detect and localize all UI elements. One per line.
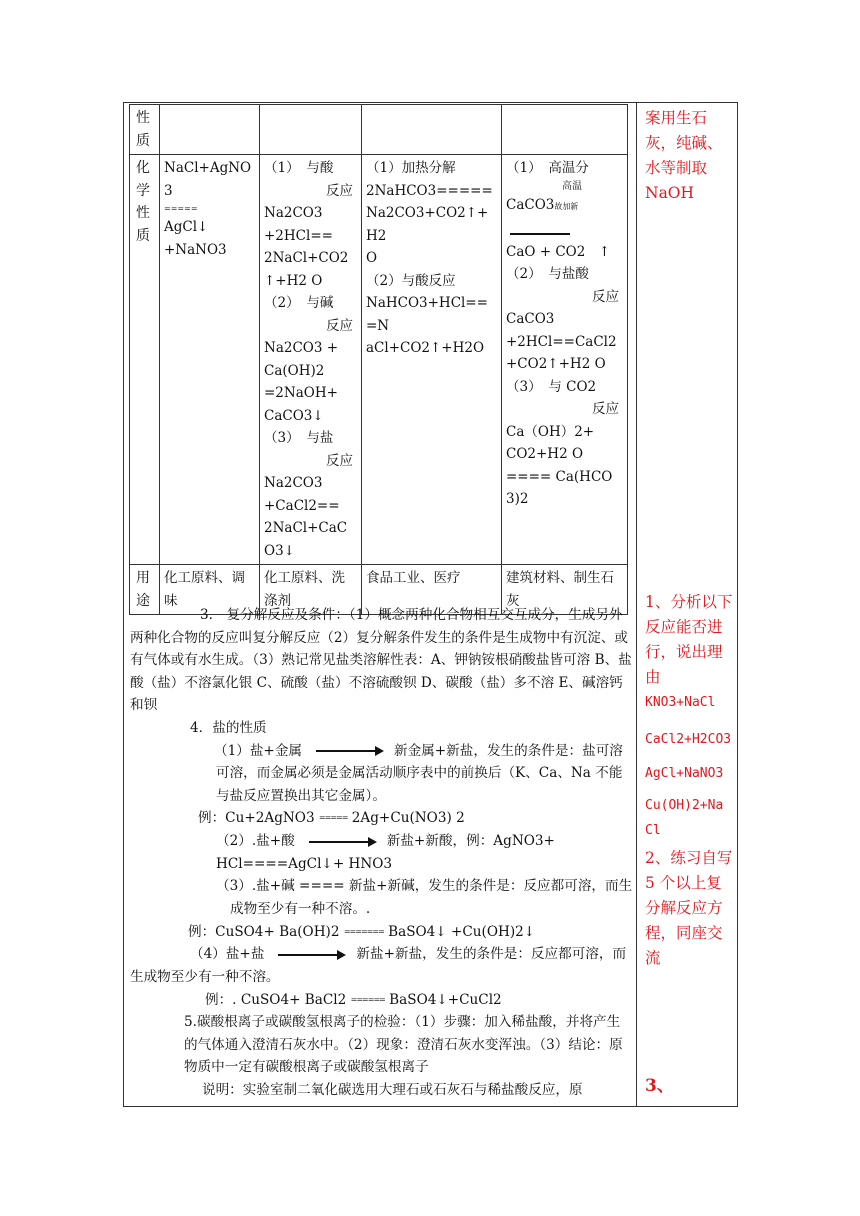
cell-line: NaHCO3+HCl===N	[366, 295, 488, 334]
paragraph-double-decomposition: 3. 复分解反应及条件：（1）概念两种化合物相互交互成分，生成另外两种化合物的反应叫复分解反应（2）复分解条件发生的条件是生成物中有沉淀、或有气体或有水生成。（3）熟记常见盐类溶解性表：A、钾钠铵根硝酸盐皆可溶 B、盐酸（盐）不溶氯化银 C、硫酸（盐）不溶硫酸钡 D、碳酸（盐）多不溶 E、碱溶钙和钡	[130, 607, 632, 714]
cell-line: （3） 与 CO2	[506, 378, 597, 395]
cell-line: Na2CO3+CO2↑+H2	[366, 205, 489, 244]
caco3-formula: CaCO3	[506, 196, 555, 213]
cell-line: =2NaOH+	[264, 385, 338, 401]
cell-line: （3） 与盐	[264, 430, 334, 446]
cell-line: Na2CO3	[264, 205, 323, 221]
paragraph-carbonate-test: 5.碳酸根离子或碳酸氢根离子的检验：（1）步骤：加入稀盐酸，并将产生的气体通入澄清石灰水中。（2）现象：澄清石灰水变浑浊。（3）结论：原物质中一定有碳酸根离子或碳酸氢根离子	[184, 1014, 623, 1076]
cell-line: +NaNO3	[164, 241, 227, 258]
paragraph-salt-metal	[130, 740, 633, 808]
salt-properties-table	[129, 104, 628, 615]
salt-metal-label: （1）盐+金属	[214, 742, 303, 759]
cell-line: CaO + CO2 ↑	[506, 243, 611, 260]
paragraph-salt-base: （3）.盐+碱 ==== 新盐+新碱，发生的条件是：反应都可溶，而生成物至少有一种不溶。.	[216, 878, 633, 917]
cell-line: aCl+CO2↑+H2O	[366, 340, 485, 356]
cell-line: Na2CO3 +	[264, 340, 339, 356]
side-equation: Cu(OH)2+NaCl	[645, 798, 724, 838]
cell-empty	[502, 105, 628, 155]
cell-line: 反应	[326, 317, 353, 334]
side-task-3: 3、	[645, 1076, 674, 1096]
equation-right: BaSO4↓ +Cu(OH)2↓	[388, 923, 536, 940]
paragraph-example-cu	[130, 807, 633, 830]
cell-use: 建筑材料、制生石灰	[502, 565, 628, 615]
side-equation: KNO3+NaCl	[645, 695, 716, 710]
row-label-use: 用 途	[130, 565, 160, 615]
cell-use: 化工原料、调味	[160, 565, 260, 615]
cell-line: Na2CO3	[264, 475, 323, 491]
cell-use: 食品工业、医疗	[362, 565, 502, 615]
paragraph-salt-properties-heading: 4．盐的性质	[190, 719, 267, 736]
cell-line: ==== Ca(HCO3)2	[506, 468, 613, 507]
cell-nacl-reactions	[160, 155, 260, 565]
cell-empty	[160, 105, 260, 155]
cell-line: +2HCl==CaCl2	[506, 333, 617, 350]
equation-equals: =====	[318, 813, 348, 823]
paragraph-salt-acid	[130, 830, 633, 875]
main-body-text	[130, 604, 633, 1102]
cell-line: ↑+H2 O	[264, 272, 323, 289]
cell-line: NaCl+AgNO3	[164, 160, 252, 199]
cell-line: 2NaCl+CO2	[264, 250, 349, 266]
cell-nahco3-reactions	[362, 155, 502, 565]
cell-line: =====	[164, 204, 198, 213]
side-task-1: 1、分析以下反应能否进行，说出理由	[645, 593, 733, 686]
salt-acid-label: （2）.盐+酸	[216, 833, 295, 850]
salt-metal-description: 新金属+新盐，发生的条件是：盐可溶可溶，而金属必须是金属活动顺序表中的前换后（K、Ca、Na 不能与盐反应置换出其它金属）。	[216, 742, 623, 804]
cell-line: （2） 与盐酸	[506, 266, 589, 282]
equation-equals: ======	[350, 994, 385, 1004]
cell-line: CaCO3	[506, 311, 555, 327]
cell-empty	[362, 105, 502, 155]
cell-line: （1）加热分解	[366, 160, 456, 176]
cell-line: （2）与酸反应	[366, 272, 456, 289]
equation-right: BaSO4↓+CuCl2	[389, 991, 502, 1008]
equation-left: 例：. CuSO4+ BaCl2	[205, 991, 347, 1008]
paragraph-salt-salt	[130, 943, 633, 988]
paragraph-note: 说明：实验室制二氧化碳选用大理石或石灰石与稀盐酸反应，原	[202, 1082, 583, 1099]
salt-salt-description: 新盐+新盐，发生的条件是：反应都可溶，而生成物至少有一种不溶。	[130, 946, 627, 985]
cell-line: O3↓	[264, 542, 295, 559]
cell-note: 故加新	[554, 201, 579, 211]
cell-line: 反应	[326, 182, 353, 199]
cell-line: （2） 与碱	[264, 295, 334, 311]
cell-line: 反应	[592, 288, 619, 305]
cell-line: Ca(OH)2	[264, 362, 325, 379]
side-equation: AgCl+NaNO3	[645, 766, 724, 781]
cell-line: +2HCl==	[264, 227, 333, 244]
side-column-divider	[636, 102, 637, 1107]
cell-line: 反应	[592, 401, 619, 417]
cell-line: AgCl↓	[164, 219, 209, 235]
cell-line: （1） 高温分	[506, 160, 589, 176]
cell-na2co3-reactions	[260, 155, 362, 565]
cell-line: 高温	[562, 180, 582, 192]
arrow-icon	[278, 950, 346, 960]
cell-empty	[260, 105, 362, 155]
equation-left: 例：Cu+2AgNO3	[198, 810, 315, 827]
table-row-chemical	[130, 155, 628, 565]
side-note-top: 案用生石灰，纯碱、水等制取 NaOH	[645, 109, 723, 202]
cell-line: O	[366, 250, 378, 266]
paragraph-example-bacl2	[130, 989, 633, 1012]
cell-use: 化工原料、洗涤剂	[260, 565, 362, 615]
cell-line: 2NaHCO3=====	[366, 182, 493, 199]
cell-line: （1） 与酸	[264, 160, 334, 176]
cell-line: 反应	[326, 452, 353, 469]
cell-line: CaCO3↓	[264, 407, 324, 424]
cell-line: Ca（OH）2+	[506, 423, 595, 440]
salt-acid-description: 新盐+新酸，例：AgNO3+ HCl====AgCl↓+ HNO3	[216, 833, 555, 872]
salt-salt-label: （4）盐+盐	[190, 946, 265, 963]
cell-line: CO2+H2 O	[506, 446, 584, 462]
cell-line	[506, 194, 623, 241]
arrow-icon	[316, 746, 384, 756]
cell-line: 2NaCl+CaC	[264, 520, 348, 536]
arrow-icon	[309, 837, 377, 847]
cell-line: +CaCl2==	[264, 497, 340, 514]
cell-caco3-reactions	[502, 155, 628, 565]
table-row-property	[130, 105, 628, 155]
paragraph-example-cuso4	[130, 921, 633, 944]
condition-underline	[510, 224, 570, 235]
side-task-2: 2、练习自写 5 个以上复分解反应方程，同座交流	[645, 849, 733, 967]
cell-line: +CO2↑+H2 O	[506, 356, 606, 372]
row-label-property: 性 质	[130, 105, 160, 155]
row-label-chemical: 化 学 性 质	[130, 155, 160, 565]
equation-left: 例：CuSO4+ Ba(OH)2	[188, 923, 340, 940]
equation-right: 2Ag+Cu(NO3) 2	[351, 810, 465, 827]
side-equation: CaCl2+H2CO3	[645, 732, 732, 747]
equation-equals: =======	[343, 926, 384, 936]
